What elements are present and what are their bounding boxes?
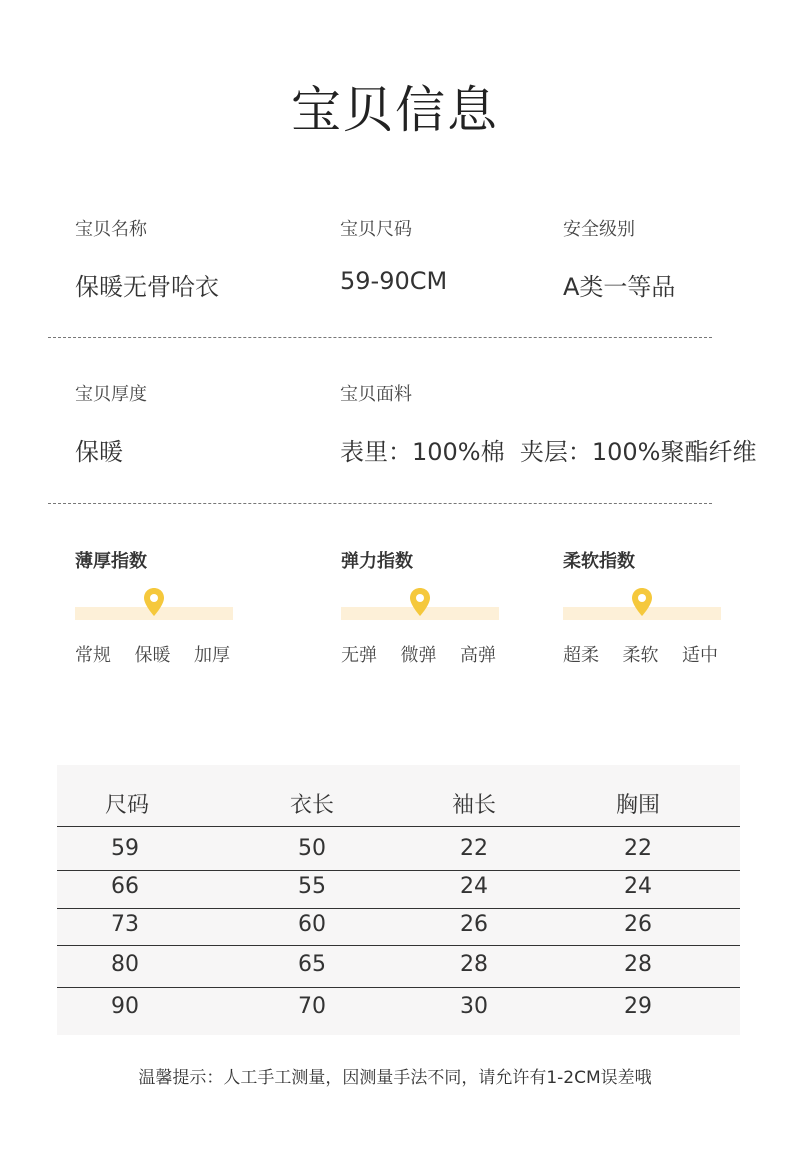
table-cell: 28	[624, 952, 652, 977]
index-title: 薄厚指数	[75, 551, 147, 572]
table-cell: 24	[624, 874, 652, 899]
table-row-divider	[57, 945, 740, 946]
safety-label: 安全级别	[563, 219, 635, 240]
index-option: 常规	[75, 645, 111, 666]
size-value: 59-90CM	[340, 267, 448, 295]
location-pin-icon	[631, 587, 653, 617]
safety-value: A类一等品	[563, 273, 676, 301]
measurement-note: 温馨提示：人工手工测量，因测量手法不同，请允许有1-2CM误差哦	[138, 1068, 652, 1088]
table-cell: 22	[460, 836, 488, 861]
table-cell: 66	[111, 874, 139, 899]
table-cell: 90	[111, 994, 139, 1019]
index-option: 超柔	[563, 645, 599, 666]
index-option: 加厚	[194, 645, 230, 666]
index-option: 高弹	[460, 645, 496, 666]
table-cell: 24	[460, 874, 488, 899]
table-cell: 22	[624, 836, 652, 861]
table-cell: 59	[111, 836, 139, 861]
table-cell: 29	[624, 994, 652, 1019]
table-row-divider	[57, 987, 740, 988]
index-option: 无弹	[341, 645, 377, 666]
table-cell: 30	[460, 994, 488, 1019]
thickness-value: 保暖	[75, 438, 123, 466]
fabric-value: 表里：100%棉 夹层：100%聚酯纤维	[340, 438, 757, 466]
table-cell: 28	[460, 952, 488, 977]
table-header-cell: 胸围	[615, 793, 660, 818]
index-title: 弹力指数	[341, 551, 413, 572]
name-label: 宝贝名称	[75, 219, 147, 240]
index-title: 柔软指数	[563, 551, 635, 572]
divider	[48, 503, 712, 504]
table-row-divider	[57, 908, 740, 909]
size-label: 宝贝尺码	[340, 219, 412, 240]
location-pin-icon	[409, 587, 431, 617]
index-option: 微弹	[400, 645, 437, 666]
fabric-label: 宝贝面料	[340, 384, 412, 405]
page-title: 宝贝信息	[291, 81, 499, 139]
divider	[48, 337, 712, 338]
table-cell: 55	[298, 874, 326, 899]
table-header-cell: 袖长	[451, 793, 496, 818]
table-cell: 80	[111, 952, 139, 977]
name-value: 保暖无骨哈衣	[75, 273, 219, 301]
table-row-divider	[57, 826, 740, 827]
table-row-divider	[57, 870, 740, 871]
thickness-label: 宝贝厚度	[75, 384, 147, 405]
table-cell: 73	[111, 912, 139, 937]
index-option: 适中	[682, 645, 718, 666]
table-header-cell: 尺码	[104, 793, 149, 818]
table-cell: 26	[624, 912, 652, 937]
table-cell: 60	[298, 912, 326, 937]
location-pin-icon	[143, 587, 165, 617]
table-cell: 50	[298, 836, 326, 861]
table-cell: 65	[298, 952, 326, 977]
table-cell: 70	[298, 994, 326, 1019]
index-option: 保暖	[134, 645, 171, 666]
table-cell: 26	[460, 912, 488, 937]
table-header-cell: 衣长	[289, 793, 334, 818]
index-option: 柔软	[622, 645, 659, 666]
